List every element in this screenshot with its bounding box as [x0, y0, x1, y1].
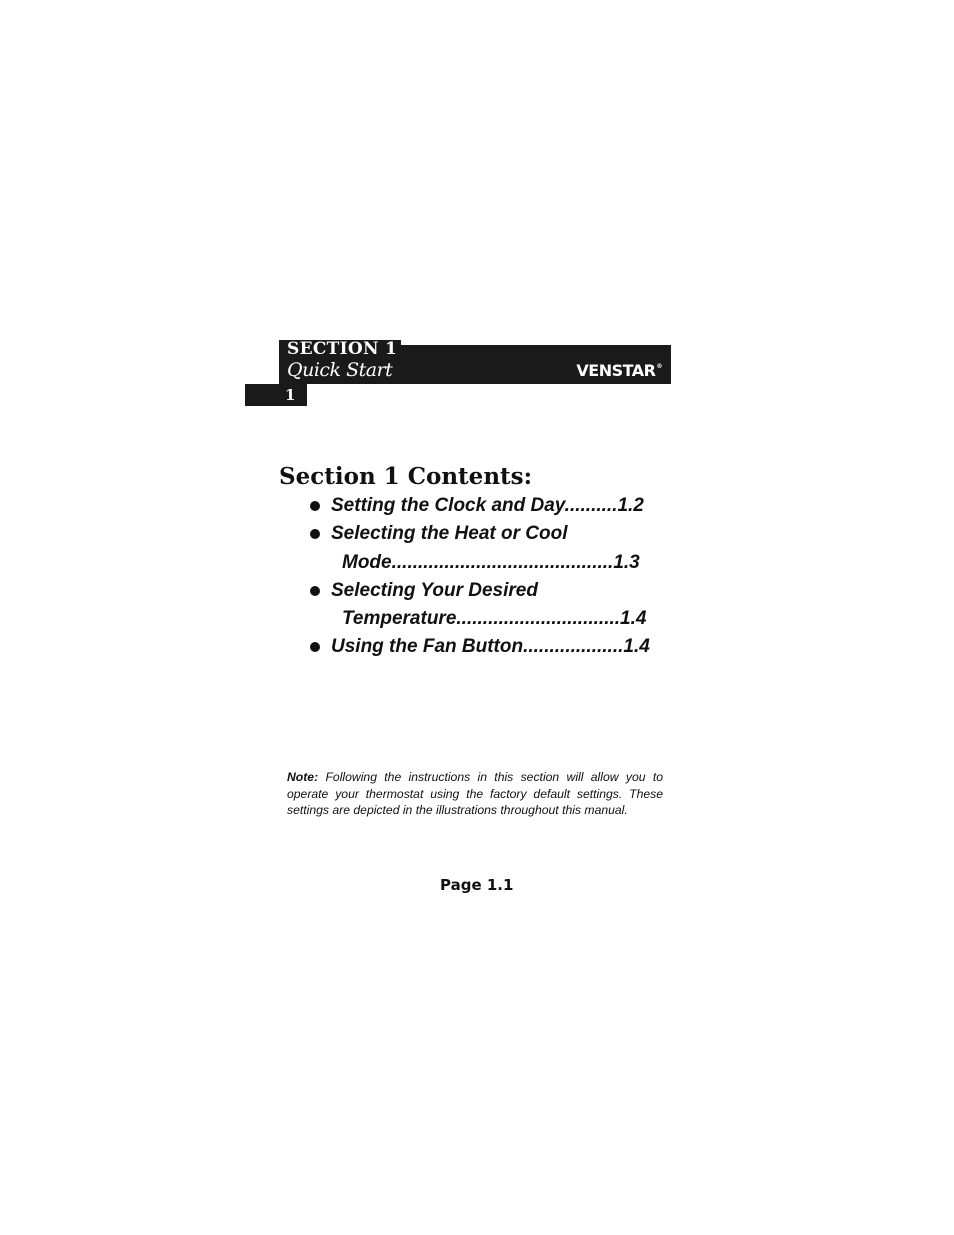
note-paragraph [287, 769, 663, 819]
section-header-banner [279, 340, 671, 384]
contents-item-continuation: Mode..........................................1.3 [342, 552, 640, 573]
section-tab-number: 1 [285, 386, 296, 404]
contents-item-text: Setting the Clock and Day..........1.2 [331, 495, 644, 516]
registered-mark: ® [656, 363, 662, 370]
contents-item-text: Selecting Your Desired [331, 580, 538, 601]
note-label: Note: [287, 770, 319, 784]
page-number: Page 1.1 [440, 876, 514, 894]
bullet-icon [310, 529, 320, 539]
venstar-logo [576, 361, 662, 380]
section-tab [245, 384, 307, 406]
note-text: Following the instructions in this section will allow you to operate your thermostat using the factory default settings. These settings are depicted in the illustrations throughout this manual. [287, 770, 663, 817]
section-label: SECTION 1 [287, 340, 401, 358]
contents-item-text: Using the Fan Button...................1.4 [331, 636, 650, 657]
bullet-icon [310, 642, 320, 652]
contents-item-continuation: Temperature...............................1.4 [342, 608, 647, 629]
contents-item-text: Selecting the Heat or Cool [331, 523, 568, 544]
bullet-icon [310, 501, 320, 511]
section-subtitle: Quick Start [287, 359, 393, 381]
brand-name: VENSTAR [576, 361, 656, 380]
contents-title: Section 1 Contents: [279, 463, 533, 490]
bullet-icon [310, 586, 320, 596]
header-rule-gap [399, 345, 671, 347]
